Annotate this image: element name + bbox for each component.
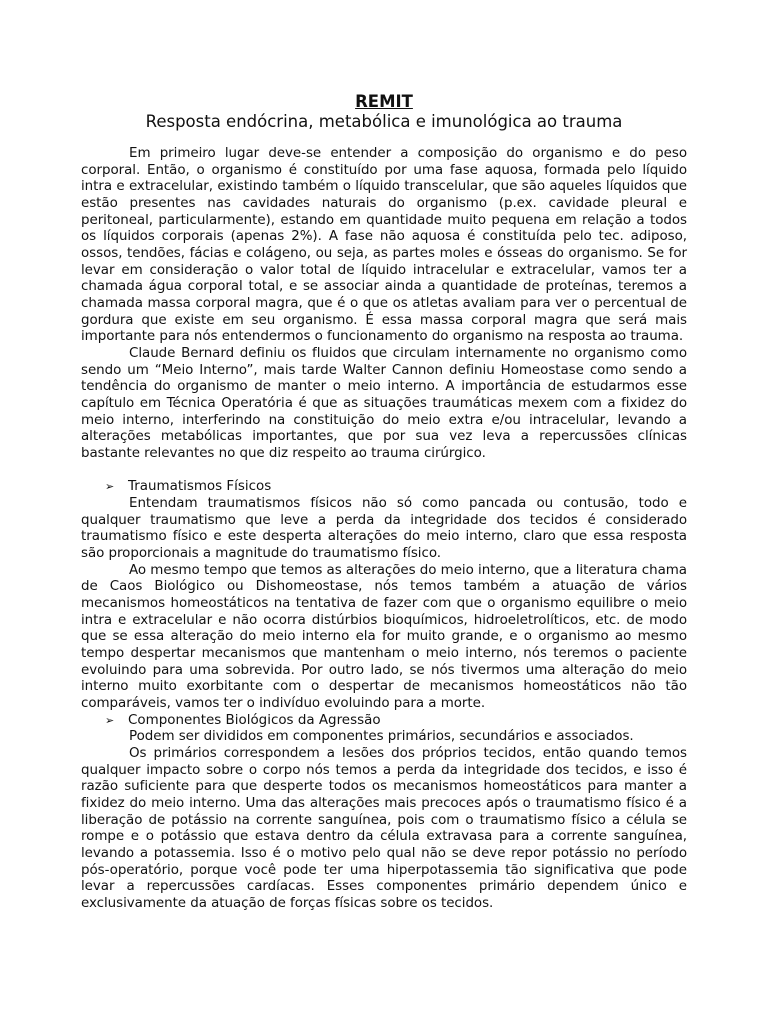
- section-heading-label: Componentes Biológicos da Agressão: [128, 712, 381, 728]
- section1-paragraph-1: Entendam traumatismos físicos não só como pancada ou contusão, todo e qualquer traumatismo que leve a perda da integridade dos tecidos é considerado traumatismo físico e este desperta alterações do meio interno, claro que essa resposta são proporcionais a magnitude do traumatismo físico.: [81, 496, 687, 562]
- section-heading-traumatismos-fisicos: [81, 479, 687, 496]
- intro-paragraph-1: Em primeiro lugar deve-se entender a composição do organismo e do peso corporal. Então, o organismo é constituído por uma fase aquosa, formada pelo líquido intra e extracelular, existindo também o líquido transcelular, que são aqueles líquidos que estão presentes nas cavidades naturais do organismo (p.ex. cavidade pleural e peritoneal, particularmente), estando em quantidade muito pequena em relação a todos os líquidos corporais (apenas 2%). A fase não aquosa é constituída pelo tec. adiposo, ossos, tendões, fácias e colágeno, ou seja, as partes moles e ósseas do organismo. Se for levar em consideração o valor total de líquido intracelular e extracelular, vamos ter a chamada água corporal total, e se associar ainda a quantidade de proteínas, teremos a chamada massa corporal magra, que é o que os atletas avaliam para ver o percentual de gordura que existe em seu organismo. É essa massa corporal magra que será mais importante para nós entendermos o funcionamento do organismo na resposta ao trauma.: [81, 146, 687, 345]
- section2-paragraph-2: Os primários correspondem a lesões dos próprios tecidos, então quando temos qualquer impacto sobre o corpo nós temos a perda da integridade dos tecidos, e isso é razão suficiente para que desperte todos os mecanismos homeostáticos para manter a fixidez do meio interno. Uma das alterações mais precoces após o traumatismo físico é a liberação de potássio na corrente sanguínea, pois com o traumatismo físico a célula se rompe e o potássio que estava dentro da célula extravasa para a corrente sanguínea, levando a potassemia. Isso é o motivo pelo qual não se deve repor potássio no período pós-operatório, porque você pode ter uma hiperpotassemia tão significativa que pode levar a repercussões cardíacas. Esses componentes primário dependem único e exclusivamente da atuação de forças físicas sobre os tecidos.: [81, 745, 687, 911]
- intro-paragraph-2: Claude Bernard definiu os fluidos que circulam internamente no organismo como sendo um “Meio Interno”, mais tarde Walter Cannon definiu Homeostase como sendo a tendência do organismo de manter o meio interno. A importância de estudarmos esse capítulo em Técnica Operatória é que as situações traumáticas mexem com a fixidez do meio interno, interferindo na constituição do meio extra e/ou intracelular, levando a alterações metabólicas importantes, que por sua vez leva a repercussões clínicas bastante relevantes no que diz respeito ao trauma cirúrgico.: [81, 345, 687, 461]
- document-title: REMIT: [355, 92, 413, 111]
- section-heading-label: Traumatismos Físicos: [128, 479, 272, 495]
- arrow-bullet-icon: ➢: [105, 713, 115, 727]
- section-heading-componentes-biologicos: [81, 713, 687, 730]
- document-page: [81, 92, 687, 913]
- document-subtitle: Resposta endócrina, metabólica e imunológica ao trauma: [145, 112, 623, 131]
- paragraph-spacer: [81, 462, 687, 479]
- arrow-bullet-icon: ➢: [105, 480, 115, 494]
- section1-paragraph-2: Ao mesmo tempo que temos as alterações do meio interno, que a literatura chama de Caos Biológico ou Dishomeostase, nós temos também a atuação de vários mecanismos homeostáticos na tentativa de fazer com que o organismo equilibre o meio intra e extracelular e não ocorra distúrbios bioquímicos, hidroeletrolíticos, etc. de modo que se essa alteração do meio interno ela for muito grande, e o organismo ao mesmo tempo despertar mecanismos que mantenham o meio interno, nós teremos o paciente evoluindo para uma sobrevida. Por outro lado, se nós tivermos uma alteração do meio interno muito exorbitante com o despertar de mecanismos homeostáticos não tão comparáveis, vamos ter o indivíduo evoluindo para a morte.: [81, 562, 687, 711]
- section2-paragraph-1: Podem ser divididos em componentes primários, secundários e associados.: [129, 729, 634, 745]
